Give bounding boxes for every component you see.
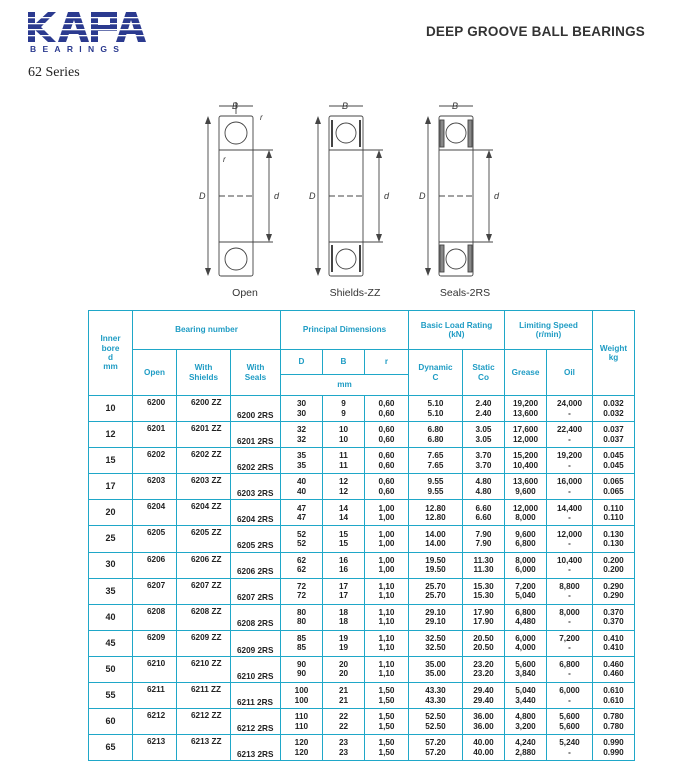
cell-oil: 7,200 - — [547, 630, 593, 656]
cell-seals: 6207 2RS — [231, 578, 281, 604]
cell-open: 6210 — [133, 656, 177, 682]
cell-open: 6207 — [133, 578, 177, 604]
cell-r: 0,60 0,60 — [365, 474, 409, 500]
table-row — [89, 630, 635, 656]
cell-kg: 0.065 0.065 — [593, 474, 635, 500]
cell-kg: 0.200 0.200 — [593, 552, 635, 578]
svg-text:r: r — [223, 155, 226, 164]
kapa-logo — [28, 12, 146, 56]
col-open: Open — [133, 350, 177, 396]
cell-co: 4.80 4.80 — [463, 474, 505, 500]
cell-shields: 6200 ZZ — [177, 396, 231, 422]
col-basic-load-rating: Basic Load Rating (kN) — [409, 311, 505, 350]
cell-open: 6206 — [133, 552, 177, 578]
cell-r: 1,00 1,00 — [365, 500, 409, 526]
cell-open: 6200 — [133, 396, 177, 422]
cell-d: 120 120 — [281, 735, 323, 761]
cell-b: 12 12 — [323, 474, 365, 500]
bearing-shields-drawing — [305, 100, 405, 285]
cell-open: 6203 — [133, 474, 177, 500]
cell-grease: 13,600 9,600 — [505, 474, 547, 500]
cell-grease: 5,040 3,440 — [505, 683, 547, 709]
cell-kg: 0.130 0.130 — [593, 526, 635, 552]
cell-c: 35.00 35.00 — [409, 656, 463, 682]
cell-open: 6205 — [133, 526, 177, 552]
kapa-logo-mark — [28, 12, 146, 42]
cell-grease: 6,000 4,000 — [505, 630, 547, 656]
cell-r: 0,60 0,60 — [365, 422, 409, 448]
cell-shields: 6207 ZZ — [177, 578, 231, 604]
svg-text:D: D — [199, 191, 206, 201]
cell-d: 100 100 — [281, 683, 323, 709]
table-row — [89, 474, 635, 500]
cell-seals: 6212 2RS — [231, 709, 281, 735]
cell-seals: 6213 2RS — [231, 735, 281, 761]
cell-shields: 6210 ZZ — [177, 656, 231, 682]
cell-c: 9.55 9.55 — [409, 474, 463, 500]
svg-text:r: r — [260, 113, 263, 122]
cell-oil: 6,000 - — [547, 683, 593, 709]
cell-oil: 19,200 - — [547, 448, 593, 474]
cell-kg: 0.032 0.032 — [593, 396, 635, 422]
cell-r: 1,10 1,10 — [365, 604, 409, 630]
cell-open: 6204 — [133, 500, 177, 526]
cell-c: 14.00 14.00 — [409, 526, 463, 552]
cell-b: 10 10 — [323, 422, 365, 448]
col-bearing-number: Bearing number — [133, 311, 281, 350]
cell-shields: 6208 ZZ — [177, 604, 231, 630]
col-grease: Grease — [505, 350, 547, 396]
cell-d: 80 80 — [281, 604, 323, 630]
cell-oil: 6,800 - — [547, 656, 593, 682]
cell-shields: 6213 ZZ — [177, 735, 231, 761]
svg-text:D: D — [419, 191, 426, 201]
cell-seals: 6208 2RS — [231, 604, 281, 630]
cell-shields: 6209 ZZ — [177, 630, 231, 656]
cell-r: 1,50 1,50 — [365, 709, 409, 735]
col-oil: Oil — [547, 350, 593, 396]
cell-seals: 6203 2RS — [231, 474, 281, 500]
cell-bore: 17 — [89, 474, 133, 500]
cell-oil: 10,400 - — [547, 552, 593, 578]
cell-co: 40.00 40.00 — [463, 735, 505, 761]
cell-b: 15 15 — [323, 526, 365, 552]
col-inner-bore: Inner bore d mm — [89, 311, 133, 396]
cell-grease: 19,200 13,600 — [505, 396, 547, 422]
col-with-seals: With Seals — [231, 350, 281, 396]
table-row — [89, 735, 635, 761]
col-B: B — [323, 350, 365, 375]
table-row — [89, 448, 635, 474]
svg-text:D: D — [309, 191, 316, 201]
cell-c: 32.50 32.50 — [409, 630, 463, 656]
cell-c: 29.10 29.10 — [409, 604, 463, 630]
cell-b: 19 19 — [323, 630, 365, 656]
cell-oil: 14,400 - — [547, 500, 593, 526]
diagram-label-open: Open — [232, 287, 258, 299]
bearing-table — [88, 310, 635, 761]
cell-kg: 0.460 0.460 — [593, 656, 635, 682]
cell-seals: 6200 2RS — [231, 396, 281, 422]
cell-grease: 7,200 5,040 — [505, 578, 547, 604]
table-body — [89, 396, 635, 761]
cell-r: 1,50 1,50 — [365, 735, 409, 761]
cell-b: 16 16 — [323, 552, 365, 578]
cell-oil: 22,400 - — [547, 422, 593, 448]
cell-grease: 15,200 10,400 — [505, 448, 547, 474]
cell-d: 110 110 — [281, 709, 323, 735]
table-row — [89, 578, 635, 604]
cell-b: 21 21 — [323, 683, 365, 709]
cell-co: 20.50 20.50 — [463, 630, 505, 656]
cell-shields: 6204 ZZ — [177, 500, 231, 526]
page-title: DEEP GROOVE BALL BEARINGS — [425, 24, 645, 39]
col-D: D — [281, 350, 323, 375]
cell-grease: 5,600 3,840 — [505, 656, 547, 682]
table-row — [89, 422, 635, 448]
cell-bore: 30 — [89, 552, 133, 578]
cell-b: 14 14 — [323, 500, 365, 526]
cell-d: 52 52 — [281, 526, 323, 552]
cell-oil: 8,000 - — [547, 604, 593, 630]
cell-b: 23 23 — [323, 735, 365, 761]
cell-shields: 6206 ZZ — [177, 552, 231, 578]
cell-open: 6209 — [133, 630, 177, 656]
cell-seals: 6204 2RS — [231, 500, 281, 526]
diagram-shields — [305, 100, 405, 305]
cell-seals: 6210 2RS — [231, 656, 281, 682]
cell-oil: 5,600 5,600 — [547, 709, 593, 735]
cell-r: 0,60 0,60 — [365, 448, 409, 474]
logo-subtitle: BEARINGS — [30, 44, 126, 54]
col-limiting-speed: Limiting Speed (r/min) — [505, 311, 593, 350]
cell-open: 6201 — [133, 422, 177, 448]
cell-b: 11 11 — [323, 448, 365, 474]
cell-grease: 6,800 4,480 — [505, 604, 547, 630]
cell-b: 17 17 — [323, 578, 365, 604]
cell-co: 3.05 3.05 — [463, 422, 505, 448]
diagram-seals — [415, 100, 515, 305]
cell-co: 2.40 2.40 — [463, 396, 505, 422]
diagram-open — [195, 100, 295, 305]
series-label: 62 Series — [28, 65, 80, 80]
cell-d: 40 40 — [281, 474, 323, 500]
cell-r: 1,10 1,10 — [365, 578, 409, 604]
table-row — [89, 396, 635, 422]
cell-kg: 0.290 0.290 — [593, 578, 635, 604]
cell-c: 52.50 52.50 — [409, 709, 463, 735]
cell-bore: 25 — [89, 526, 133, 552]
table-row — [89, 500, 635, 526]
col-weight: Weight kg — [593, 311, 635, 396]
cell-open: 6211 — [133, 683, 177, 709]
cell-oil: 12,000 - — [547, 526, 593, 552]
col-static: Static Co — [463, 350, 505, 396]
cell-bore: 60 — [89, 709, 133, 735]
cell-bore: 55 — [89, 683, 133, 709]
cell-bore: 50 — [89, 656, 133, 682]
cell-co: 17.90 17.90 — [463, 604, 505, 630]
cell-d: 47 47 — [281, 500, 323, 526]
cell-bore: 35 — [89, 578, 133, 604]
diagram-label-seals: Seals-2RS — [439, 287, 491, 299]
cell-grease: 4,240 2,880 — [505, 735, 547, 761]
cell-open: 6208 — [133, 604, 177, 630]
cell-bore: 65 — [89, 735, 133, 761]
bearing-seals-drawing — [415, 100, 515, 285]
cell-seals: 6201 2RS — [231, 422, 281, 448]
table-row — [89, 656, 635, 682]
svg-text:B: B — [342, 101, 349, 111]
cell-bore: 45 — [89, 630, 133, 656]
cell-c: 57.20 57.20 — [409, 735, 463, 761]
cell-co: 29.40 29.40 — [463, 683, 505, 709]
cell-c: 43.30 43.30 — [409, 683, 463, 709]
cell-kg: 0.410 0.410 — [593, 630, 635, 656]
bearing-diagrams — [195, 100, 505, 305]
cell-r: 1,50 1,50 — [365, 683, 409, 709]
cell-kg: 0.780 0.780 — [593, 709, 635, 735]
col-dynamic: Dynamic C — [409, 350, 463, 396]
cell-kg: 0.045 0.045 — [593, 448, 635, 474]
cell-d: 85 85 — [281, 630, 323, 656]
cell-d: 90 90 — [281, 656, 323, 682]
cell-d: 35 35 — [281, 448, 323, 474]
cell-shields: 6211 ZZ — [177, 683, 231, 709]
svg-text:B: B — [232, 101, 239, 111]
cell-grease: 17,600 12,000 — [505, 422, 547, 448]
cell-d: 72 72 — [281, 578, 323, 604]
cell-r: 1,00 1,00 — [365, 526, 409, 552]
svg-text:B: B — [452, 101, 459, 111]
cell-d: 62 62 — [281, 552, 323, 578]
cell-bore: 12 — [89, 422, 133, 448]
cell-oil: 16,000 - — [547, 474, 593, 500]
svg-text:d: d — [384, 191, 390, 201]
cell-co: 6.60 6.60 — [463, 500, 505, 526]
cell-r: 1,00 1,00 — [365, 552, 409, 578]
cell-open: 6202 — [133, 448, 177, 474]
cell-kg: 0.990 0.990 — [593, 735, 635, 761]
table-row — [89, 709, 635, 735]
cell-b: 22 22 — [323, 709, 365, 735]
cell-bore: 20 — [89, 500, 133, 526]
cell-kg: 0.610 0.610 — [593, 683, 635, 709]
cell-shields: 6201 ZZ — [177, 422, 231, 448]
cell-co: 7.90 7.90 — [463, 526, 505, 552]
cell-kg: 0.037 0.037 — [593, 422, 635, 448]
table-row — [89, 552, 635, 578]
cell-oil: 5,240 - — [547, 735, 593, 761]
cell-co: 23.20 23.20 — [463, 656, 505, 682]
cell-open: 6213 — [133, 735, 177, 761]
table-row — [89, 683, 635, 709]
cell-r: 1,10 1,10 — [365, 656, 409, 682]
cell-kg: 0.370 0.370 — [593, 604, 635, 630]
cell-d: 30 30 — [281, 396, 323, 422]
cell-bore: 15 — [89, 448, 133, 474]
cell-grease: 9,600 6,800 — [505, 526, 547, 552]
cell-bore: 10 — [89, 396, 133, 422]
cell-grease: 4,800 3,200 — [505, 709, 547, 735]
col-with-shields: With Shields — [177, 350, 231, 396]
cell-r: 1,10 1,10 — [365, 630, 409, 656]
cell-seals: 6202 2RS — [231, 448, 281, 474]
col-principal-dimensions: Principal Dimensions — [281, 311, 409, 350]
cell-open: 6212 — [133, 709, 177, 735]
cell-co: 36.00 36.00 — [463, 709, 505, 735]
cell-shields: 6203 ZZ — [177, 474, 231, 500]
cell-oil: 24,000 - — [547, 396, 593, 422]
cell-b: 9 9 — [323, 396, 365, 422]
cell-c: 19.50 19.50 — [409, 552, 463, 578]
cell-c: 6.80 6.80 — [409, 422, 463, 448]
col-mm: mm — [281, 375, 409, 396]
cell-oil: 8,800 - — [547, 578, 593, 604]
cell-d: 32 32 — [281, 422, 323, 448]
cell-seals: 6211 2RS — [231, 683, 281, 709]
cell-b: 18 18 — [323, 604, 365, 630]
cell-co: 3.70 3.70 — [463, 448, 505, 474]
cell-bore: 40 — [89, 604, 133, 630]
cell-c: 7.65 7.65 — [409, 448, 463, 474]
cell-seals: 6206 2RS — [231, 552, 281, 578]
cell-shields: 6202 ZZ — [177, 448, 231, 474]
svg-text:d: d — [494, 191, 500, 201]
col-r: r — [365, 350, 409, 375]
cell-kg: 0.110 0.110 — [593, 500, 635, 526]
table-row — [89, 526, 635, 552]
cell-c: 12.80 12.80 — [409, 500, 463, 526]
diagram-label-shields: Shields-ZZ — [329, 287, 381, 299]
cell-c: 5.10 5.10 — [409, 396, 463, 422]
table-row — [89, 604, 635, 630]
bearing-open-drawing — [195, 100, 295, 285]
cell-r: 0,60 0,60 — [365, 396, 409, 422]
cell-grease: 8,000 6,000 — [505, 552, 547, 578]
cell-co: 11.30 11.30 — [463, 552, 505, 578]
cell-co: 15.30 15.30 — [463, 578, 505, 604]
cell-seals: 6209 2RS — [231, 630, 281, 656]
cell-shields: 6205 ZZ — [177, 526, 231, 552]
cell-grease: 12,000 8,000 — [505, 500, 547, 526]
svg-text:d: d — [274, 191, 280, 201]
cell-seals: 6205 2RS — [231, 526, 281, 552]
cell-shields: 6212 ZZ — [177, 709, 231, 735]
cell-b: 20 20 — [323, 656, 365, 682]
cell-c: 25.70 25.70 — [409, 578, 463, 604]
